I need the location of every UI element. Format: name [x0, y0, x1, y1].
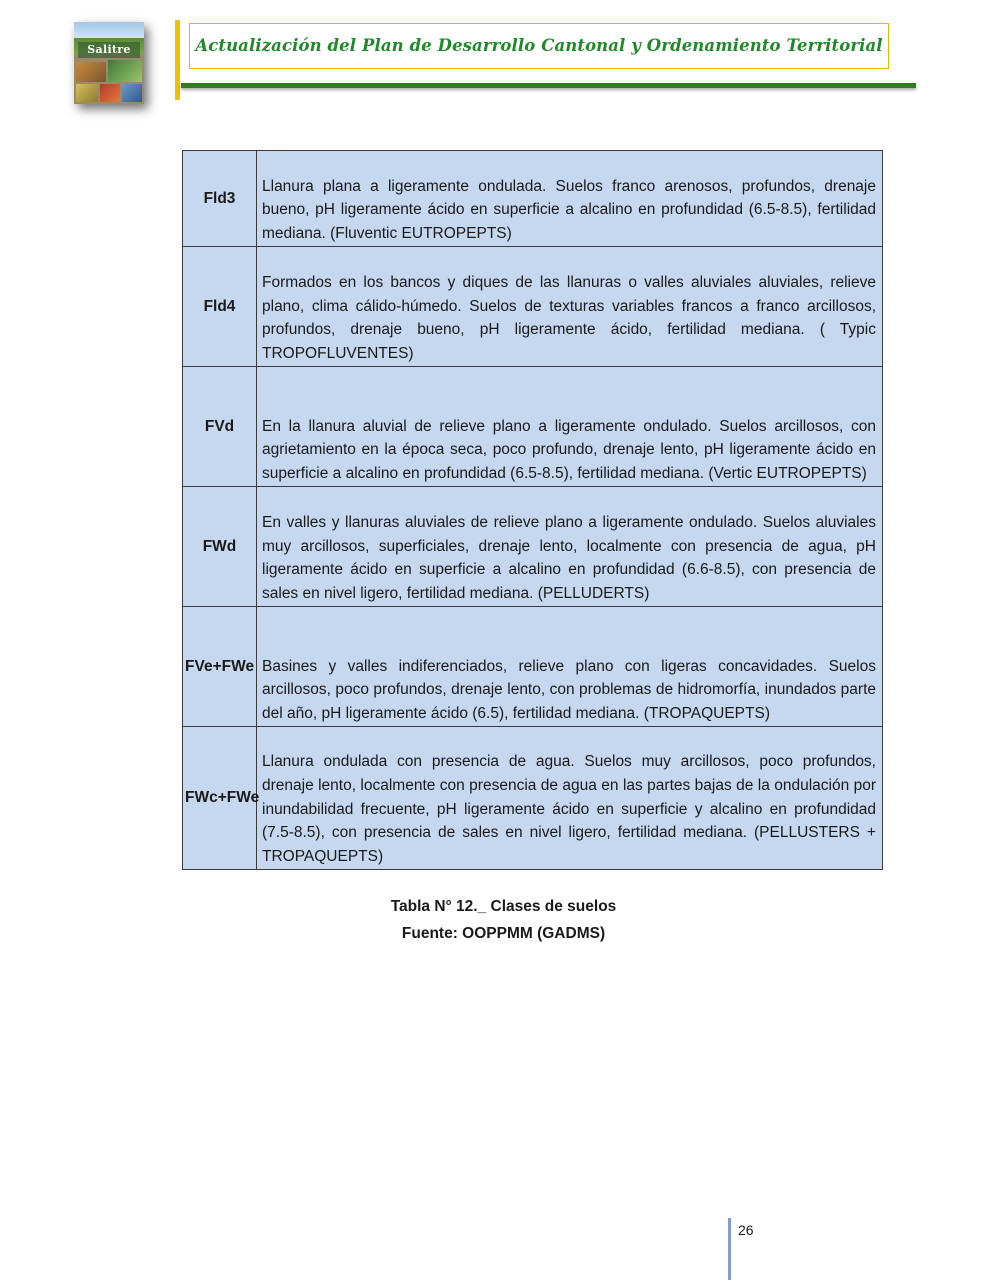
- soil-description: En valles y llanuras aluviales de relieve plano a ligeramente ondulado. Suelos aluviales muy arcillosos, superficiales, drenaje lento, localmente con presencia de agua, pH ligeramente ácido en superficie a alcalino en profundidad (6.6-8.5), con presencia de sales en nivel ligero, fertilidad mediana. (PELLUDERTS): [257, 487, 883, 607]
- soil-description: En la llanura aluvial de relieve plano a ligeramente ondulado. Suelos arcillosos, con agrietamiento en la época seca, poco profundo, drenaje lento, pH ligeramente ácido en superficie a alcalino en profundidad (6.5-8.5), fertilidad mediana. (Vertic EUTROPEPTS): [257, 367, 883, 487]
- logo-photo-1: [76, 62, 106, 82]
- table-row: [183, 607, 883, 727]
- soil-code: FVd: [183, 367, 257, 487]
- logo-photo-2: [108, 60, 142, 82]
- soil-code: Fld3: [183, 151, 257, 247]
- soil-code: FVe+FWe: [183, 607, 257, 727]
- soil-code: FWd: [183, 487, 257, 607]
- table-row: [183, 727, 883, 870]
- logo-text: Salitre: [78, 42, 140, 58]
- table-row: [183, 367, 883, 487]
- header-divider: [181, 83, 916, 88]
- header-accent-bar: [175, 20, 180, 100]
- soil-code: FWc+FWe: [183, 727, 257, 870]
- soil-classes-table: [182, 150, 883, 870]
- page-number: 26: [738, 1222, 754, 1238]
- table-row: [183, 247, 883, 367]
- page-number-rule: [728, 1218, 731, 1280]
- soil-description: Formados en los bancos y diques de las llanuras o valles aluviales aluviales, relieve plano, clima cálido-húmedo. Suelos de texturas variables francos a franco arcillosos, profundos, drenaje bueno, pH ligeramente ácido, fertilidad mediana. ( Typic TROPOFLUVENTES): [257, 247, 883, 367]
- soil-description: Basines y valles indiferenciados, relieve plano con ligeras concavidades. Suelos arcillosos, poco profundos, drenaje lento, con problemas de hidromorfía, inundados parte del año, pH ligeramente ácido (6.5), fertilidad mediana. (TROPAQUEPTS): [257, 607, 883, 727]
- soil-description: Llanura ondulada con presencia de agua. Suelos muy arcillosos, poco profundos, drenaje lento, localmente con presencia de agua en las partes bajas de la ondulación por inundabilidad frecuente, pH ligeramente ácido en superficie y alcalino en profundidad (7.5-8.5), con presencia de sales en nivel ligero, fertilidad mediana. (PELLUSTERS + TROPAQUEPTS): [257, 727, 883, 870]
- table-row: [183, 151, 883, 247]
- table-source: Fuente: OOPPMM (GADMS): [401, 925, 606, 942]
- logo-photo-5: [122, 84, 142, 102]
- soil-description: Llanura plana a ligeramente ondulada. Suelos franco arenosos, profundos, drenaje bueno, pH ligeramente ácido en superficie a alcalino en profundidad (6.5-8.5), fertilidad mediana. (Fluventic EUTROPEPTS): [257, 151, 883, 247]
- header-title-box: [189, 23, 889, 69]
- table-caption: Tabla N° 12._ Clases de suelos: [390, 898, 617, 915]
- salitre-logo: [74, 22, 144, 104]
- logo-photo-3: [76, 84, 98, 102]
- header-title: Actualización del Plan de Desarrollo Cantonal y Ordenamiento Territorial: [195, 36, 883, 55]
- soil-code: Fld4: [183, 247, 257, 367]
- logo-photo-4: [100, 84, 120, 102]
- table-row: [183, 487, 883, 607]
